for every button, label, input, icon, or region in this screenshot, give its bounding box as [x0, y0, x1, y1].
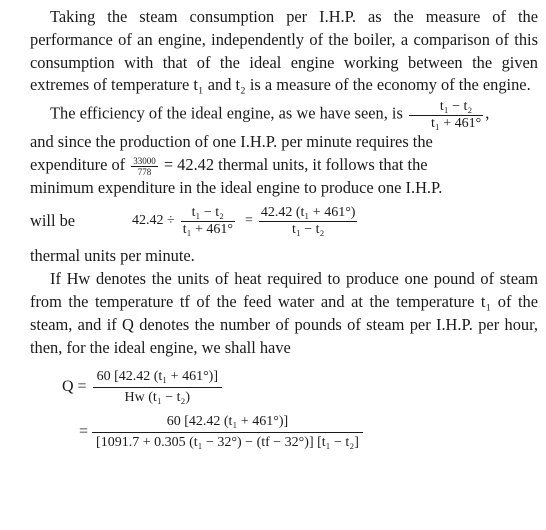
paragraph-2: [0, 99, 546, 131]
efficiency-fraction: [409, 99, 483, 131]
eq1-f2-numerator: 42.42 (t₁ + 461°): [260, 205, 356, 221]
expenditure-text: expenditure of: [30, 154, 126, 174]
paragraph-2-line-3: [0, 154, 546, 177]
eq1-fraction-1: [181, 205, 235, 237]
will-be-text: will be: [30, 210, 76, 230]
equation-1: [132, 205, 359, 237]
eq1-equals: =: [244, 212, 253, 228]
eq3-fraction: [92, 412, 363, 453]
paragraph-1: Taking the steam consumption per I.H.P. as the measure of the performance of an engine, independently of the boiler, a comparison of this consumption with that of the ideal engine working between the given extremes of temperature t₁ and t₂ is a measure of the economy of the engine.: [30, 7, 538, 95]
paragraph-3: If Hw denotes the units of heat required to produce one pound of steam from the temperature tf of the feed water and at the temperature t₁ of the steam, and if Q denotes the number of pounds of steam per I.H.P. per hour, then, for the ideal engine, we shall have: [30, 269, 538, 357]
fraction-778: 778: [137, 166, 152, 177]
eq3-denominator: [1091.7 + 0.305 (t₁ − 32°) − (tf − 32°)] [t₁ − t₂]: [96, 435, 359, 451]
thermal-units-text: = 42.42 thermal units, it follows that the: [163, 154, 428, 174]
efficiency-numerator: t₁ − t₂: [409, 99, 483, 115]
eq2-numerator: 60 [42.42 (t₁ + 461°)]: [93, 367, 222, 388]
eq1-f2-denominator: t₁ − t₂: [291, 221, 325, 237]
eq1-fraction-2: [259, 205, 358, 237]
paragraph-2-line-4: minimum expenditure in the ideal engine to produce one I.H.P.: [30, 177, 443, 197]
eq3-lhs: =: [79, 423, 89, 441]
eq2-lhs: Q =: [62, 378, 87, 396]
eq1-f1-numerator: t₁ − t₂: [181, 205, 235, 221]
eq2-denominator: Hw (t₁ − t₂): [124, 390, 191, 406]
efficiency-denominator: t₁ + 461°: [430, 115, 482, 131]
eq2-fraction: [93, 367, 222, 408]
work-heat-fraction: [131, 156, 158, 177]
equation-3: [0, 412, 546, 453]
equation-1-row: [0, 199, 546, 243]
paragraph-2-end: thermal units per minute.: [30, 246, 195, 266]
equation-2: [0, 367, 546, 408]
eq1-f1-denominator: t₁ + 461°: [182, 221, 233, 237]
fraction-33000: 33000: [133, 155, 156, 166]
eq3-numerator: 60 [42.42 (t₁ + 461°)]: [92, 412, 363, 433]
para2-intro: The efficiency of the ideal engine, as we have seen, is: [50, 103, 403, 123]
comma: ,: [485, 103, 490, 123]
eq1-lhs: 42.42 ÷: [132, 212, 175, 228]
paragraph-2-line-2: and since the production of one I.H.P. per minute requires the: [30, 131, 433, 151]
